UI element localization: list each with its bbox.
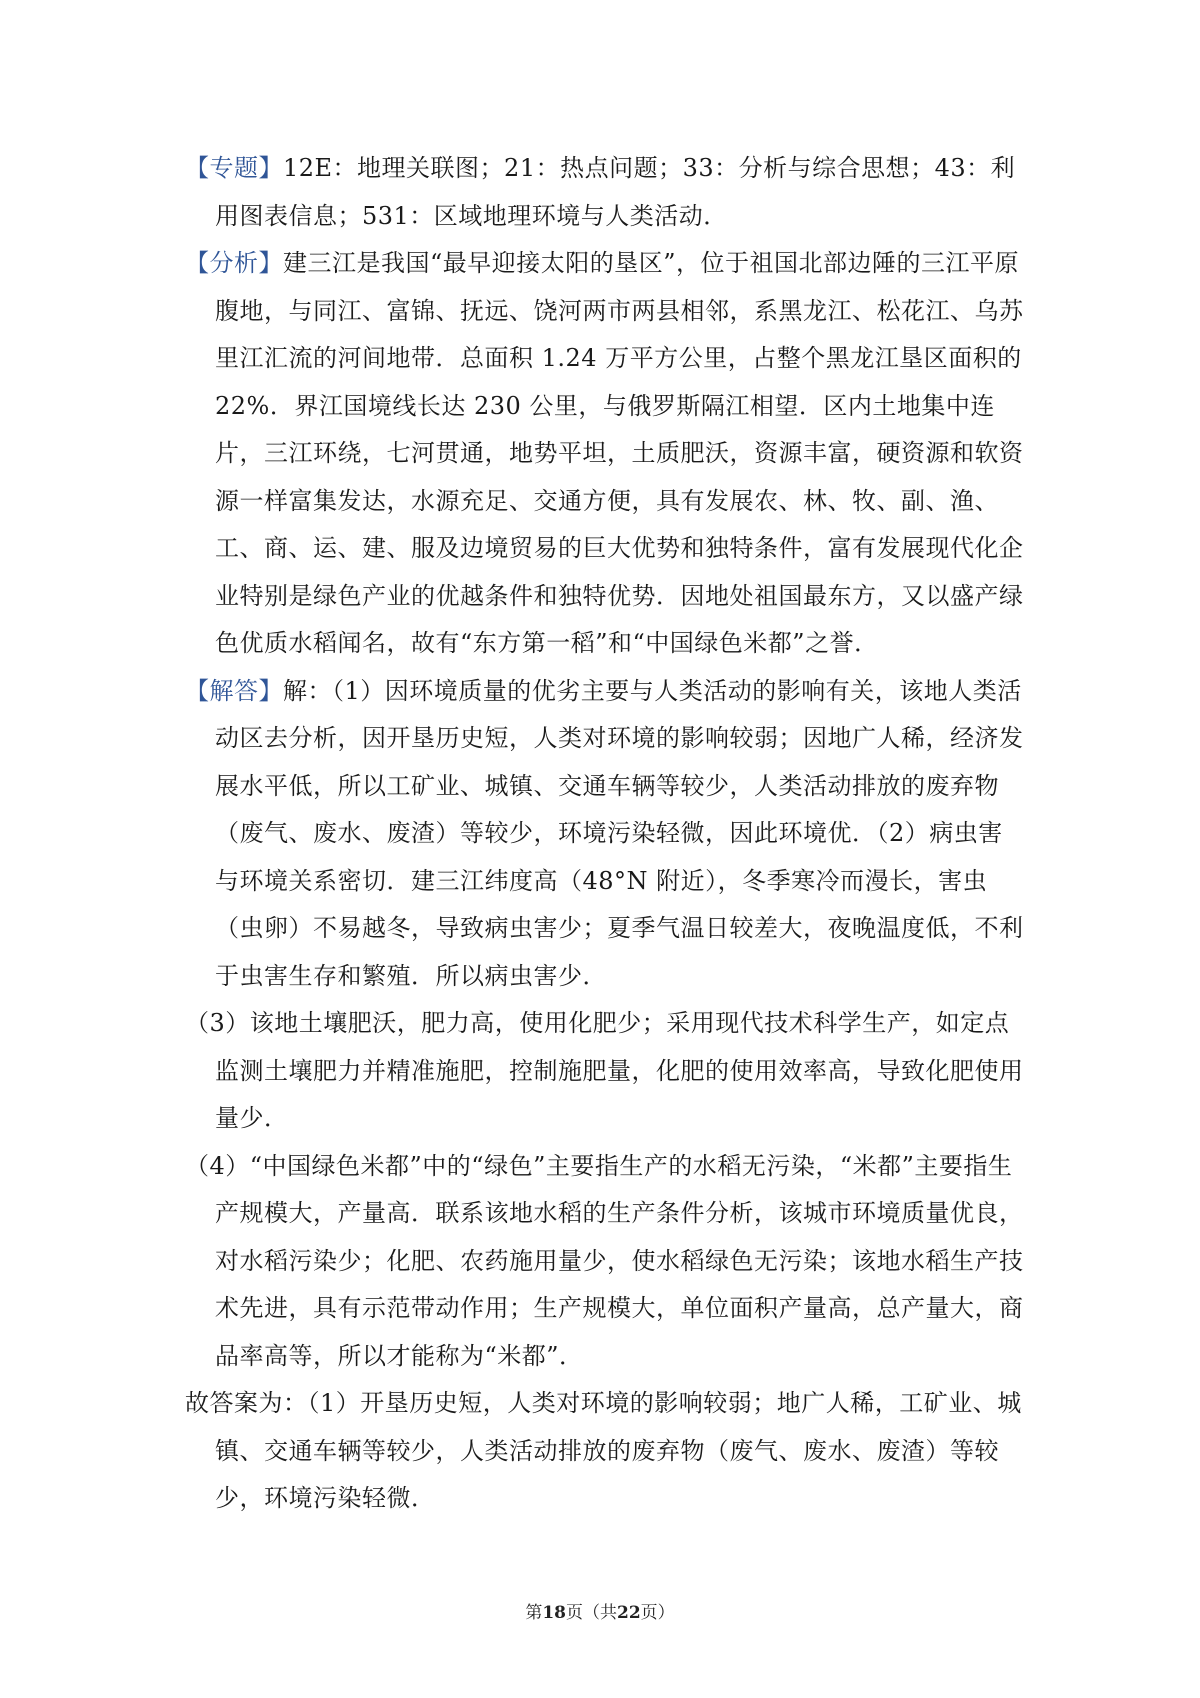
page-footer <box>0 1598 1200 1623</box>
footer-page-number: 18 <box>542 1603 566 1623</box>
footer-total-pages: 22 <box>617 1603 641 1623</box>
answer-part-4: （4）“中国绿色米都”中的“绿色”主要指生产的水稻无污染，“米都”主要指生产规模大，产量高．联系该地水稻的生产条件分析，该城市环境质量优良，对水稻污染少；化肥、农药施用量少，使水稻绿色无污染；该地水稻生产技术先进，具有示范带动作用；生产规模大，单位面积产量高，总产量大，商品率高等，所以才能称为“米都”． <box>185 1151 1024 1370</box>
answer-text: 解：（1）因环境质量的优劣主要与人类活动的影响有关，该地人类活动区去分析，因开垦历史短，人类对环境的影响较弱；因地广人稀，经济发展水平低，所以工矿业、城镇、交通车辆等较少，人类活动排放的废弃物（废气、废水、废渣）等较少，环境污染轻微，因此环境优．（2）病虫害与环境关系密切．建三江纬度高（48°N 附近），冬季寒冷而漫长，害虫（虫卵）不易越冬，导致病虫害少；夏季气温日较差大，夜晚温度低，不利于虫害生存和繁殖．所以病虫害少． <box>215 676 1024 990</box>
answer-section: 【解答】解：（1）因环境质量的优劣主要与人类活动的影响有关，该地人类活动区去分析，因开垦历史短，人类对环境的影响较弱；因地广人稀，经济发展水平低，所以工矿业、城镇、交通车辆等较少，人类活动排放的废弃物（废气、废水、废渣）等较少，环境污染轻微，因此环境优．（2）病虫害与环境关系密切．建三江纬度高（48°N 附近），冬季寒冷而漫长，害虫（虫卵）不易越冬，导致病虫害少；夏季气温日较差大，夜晚温度低，不利于虫害生存和繁殖．所以病虫害少． <box>185 676 1024 990</box>
analysis-tag: 分析 <box>209 249 259 277</box>
topic-tag: 专题 <box>209 154 259 182</box>
footer-middle: 页（共 <box>566 1603 617 1623</box>
footer-suffix: 页） <box>640 1603 675 1623</box>
topic-text: 12E：地理关联图；21：热点问题；33：分析与综合思想；43：利用图表信息；531：区域地理环境与人类活动． <box>215 154 1016 230</box>
conclusion-section: 故答案为：（1）开垦历史短，人类对环境的影响较弱；地广人稀，工矿业、城镇、交通车辆等较少，人类活动排放的废弃物（废气、废水、废渣）等较少，环境污染轻微． <box>185 1389 1022 1512</box>
topic-section: 【专题】12E：地理关联图；21：热点问题；33：分析与综合思想；43：利用图表信息；531：区域地理环境与人类活动． <box>185 154 1016 230</box>
analysis-section: 【分析】建三江是我国“最早迎接太阳的垦区”，位于祖国北部边陲的三江平原腹地，与同江、富锦、抚远、饶河两市两县相邻，系黑龙江、松花江、乌苏里江汇流的河间地带．总面积 1.24 万平方公里，占整个黑龙江垦区面积的 22%．界江国境线长达 230 公里，与俄罗斯隔江相望．区内土地集中连片，三江环绕，七河贯通，地势平坦，土质肥沃，资源丰富，硬资源和软资源一样富集发达，水源充足、交通方便，具有发展农、林、牧、副、渔、工、商、运、建、服及边境贸易的巨大优势和独特条件，富有发展现代化企业特别是绿色产业的优越条件和独特优势．因地处祖国最东方，又以盛产绿色优质水稻闻名，故有“东方第一稻”和“中国绿色米都”之誉． <box>185 249 1024 657</box>
analysis-text: 建三江是我国“最早迎接太阳的垦区”，位于祖国北部边陲的三江平原腹地，与同江、富锦、抚远、饶河两市两县相邻，系黑龙江、松花江、乌苏里江汇流的河间地带．总面积 1.24 万平方公里，占整个黑龙江垦区面积的 22%．界江国境线长达 230 公里，与俄罗斯隔江相望．区内土地集中连片，三江环绕，七河贯通，地势平坦，土质肥沃，资源丰富，硬资源和软资源一样富集发达，水源充足、交通方便，具有发展农、林、牧、副、渔、工、商、运、建、服及边境贸易的巨大优势和独特条件，富有发展现代化企业特别是绿色产业的优越条件和独特优势．因地处祖国最东方，又以盛产绿色优质水稻闻名，故有“东方第一稻”和“中国绿色米都”之誉． <box>215 249 1024 657</box>
footer-prefix: 第 <box>525 1603 543 1623</box>
document-content <box>185 145 1025 1523</box>
answer-part-3: （3）该地土壤肥沃，肥力高，使用化肥少；采用现代技术科学生产，如定点监测土壤肥力并精准施肥，控制施肥量，化肥的使用效率高，导致化肥使用量少． <box>185 1009 1024 1132</box>
answer-tag: 解答 <box>209 676 259 705</box>
